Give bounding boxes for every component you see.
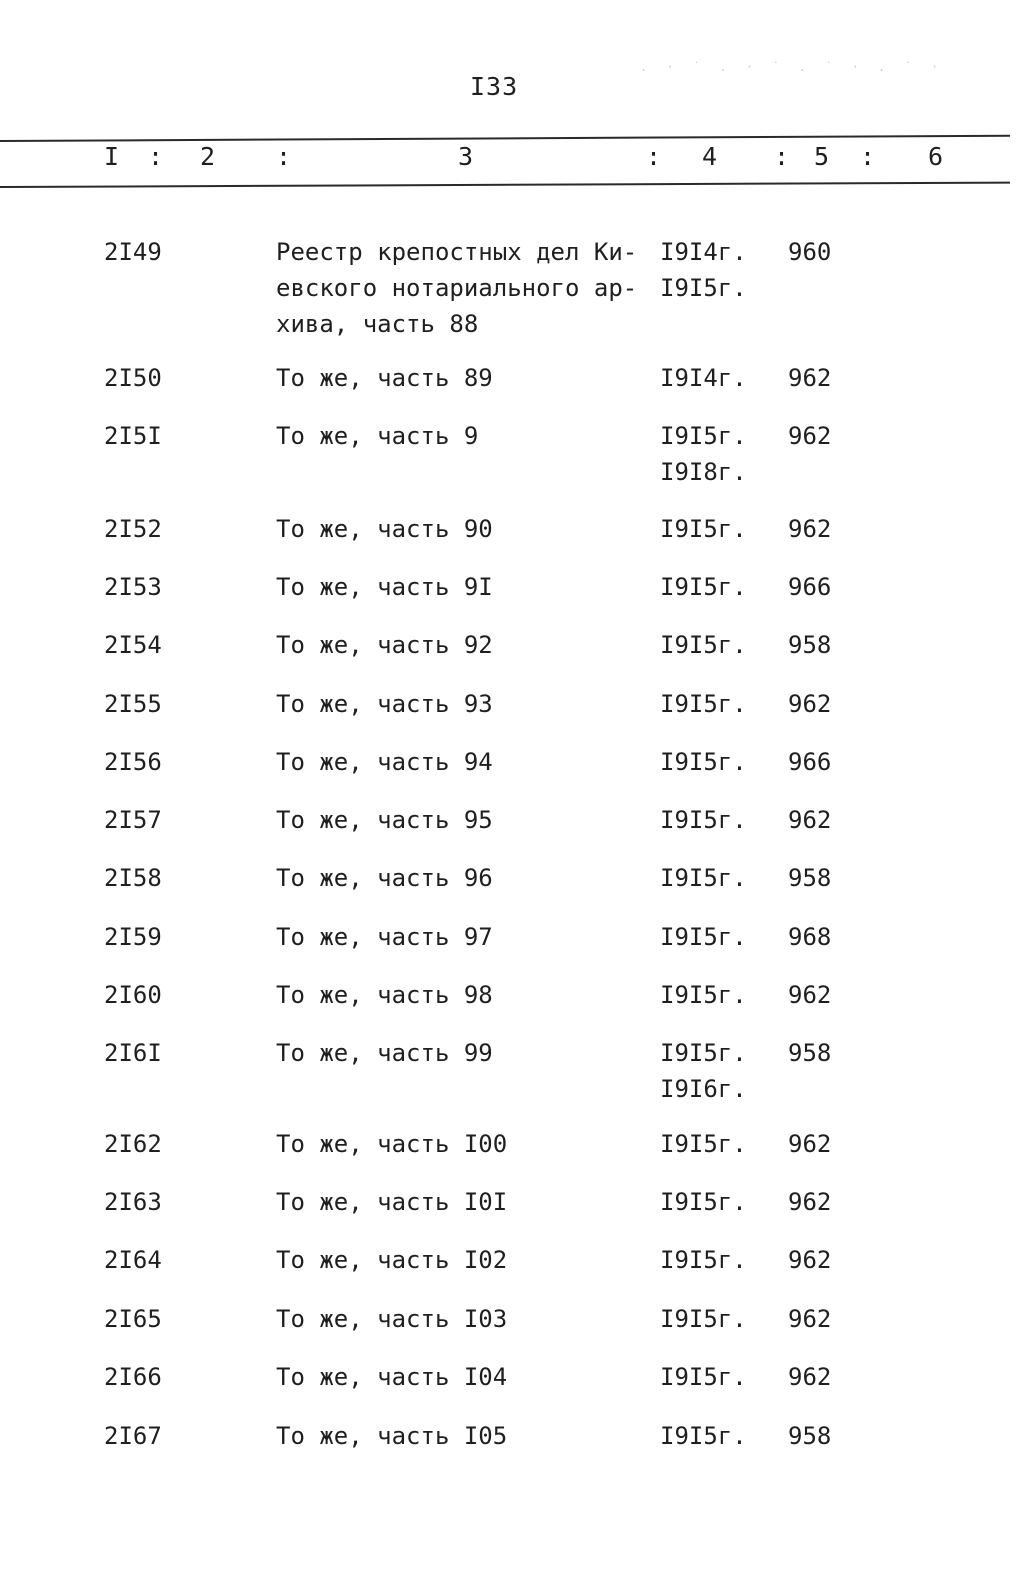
case-number: 2I53 (104, 573, 162, 601)
case-pages: 962 (788, 515, 832, 543)
column-header-1: I (104, 142, 120, 171)
column-header-4: 4 (702, 142, 718, 171)
case-years: I9I5г. (660, 690, 747, 718)
case-years: I9I5г. (660, 806, 747, 834)
column-header-6: 6 (928, 142, 944, 171)
case-number: 2I5I (104, 422, 162, 450)
case-title: То же, часть I05 (276, 1422, 508, 1450)
case-pages: 962 (788, 806, 832, 834)
case-title: То же, часть 89 (276, 364, 493, 392)
case-number: 2I59 (104, 923, 162, 951)
case-years: I9I5г. (660, 631, 747, 659)
case-years: I9I5г. (660, 1363, 747, 1391)
case-number: 2I63 (104, 1188, 162, 1216)
case-title: То же, часть 99 (276, 1039, 493, 1067)
case-pages: 962 (788, 1246, 832, 1274)
case-number: 2I62 (104, 1130, 162, 1158)
case-title: То же, часть 97 (276, 923, 493, 951)
case-number: 2I67 (104, 1422, 162, 1450)
case-number: 2I58 (104, 864, 162, 892)
case-years: I9I5г. (660, 1130, 747, 1158)
case-title: То же, часть I02 (276, 1246, 508, 1274)
case-pages: 962 (788, 1188, 832, 1216)
case-number: 2I60 (104, 981, 162, 1009)
case-years: I9I5г. (660, 573, 747, 601)
case-years: I9I5г. (660, 748, 747, 776)
case-title: То же, часть 9I (276, 573, 493, 601)
case-number: 2I56 (104, 748, 162, 776)
case-title: То же, часть 93 (276, 690, 493, 718)
case-pages: 966 (788, 748, 832, 776)
case-title: То же, часть 96 (276, 864, 493, 892)
case-years: I9I5г. (660, 864, 747, 892)
case-title: То же, часть I00 (276, 1130, 508, 1158)
case-pages: 962 (788, 690, 832, 718)
column-separator: : (276, 142, 292, 171)
column-header-3: 3 (458, 142, 474, 171)
case-pages: 962 (788, 1305, 832, 1333)
case-title: То же, часть I04 (276, 1363, 508, 1391)
case-number: 2I50 (104, 364, 162, 392)
case-pages: 960 (788, 238, 832, 266)
case-years: I9I5г. (660, 1422, 747, 1450)
case-pages: 958 (788, 1039, 832, 1067)
case-years: I9I4г. I9I5г. (660, 238, 747, 302)
case-pages: 962 (788, 1130, 832, 1158)
case-title: Реестр крепостных дел Ки- евского нотариального ар- хива, часть 88 (276, 238, 638, 338)
case-years: I9I5г. (660, 1305, 747, 1333)
page-number: I33 (470, 72, 519, 101)
case-title: То же, часть 98 (276, 981, 493, 1009)
case-years: I9I5г. (660, 1188, 747, 1216)
case-title: То же, часть I0I (276, 1188, 508, 1216)
case-pages: 962 (788, 364, 832, 392)
column-header-2: 2 (200, 142, 216, 171)
case-number: 2I52 (104, 515, 162, 543)
case-number: 2I6I (104, 1039, 162, 1067)
case-number: 2I64 (104, 1246, 162, 1274)
case-pages: 968 (788, 923, 832, 951)
column-header-row (0, 140, 1010, 184)
case-pages: 962 (788, 1363, 832, 1391)
case-title: То же, часть 9 (276, 422, 479, 450)
case-title: То же, часть 92 (276, 631, 493, 659)
case-years: I9I5г. I9I8г. (660, 422, 747, 486)
case-title: То же, часть I03 (276, 1305, 508, 1333)
column-separator: : (148, 142, 164, 171)
case-years: I9I5г. (660, 515, 747, 543)
column-separator: : (774, 142, 790, 171)
case-number: 2I66 (104, 1363, 162, 1391)
case-pages: 958 (788, 1422, 832, 1450)
case-number: 2I54 (104, 631, 162, 659)
case-number: 2I49 (104, 238, 162, 266)
case-number: 2I55 (104, 690, 162, 718)
case-pages: 958 (788, 864, 832, 892)
scan-noise: . · ˙ . · ˙ . ˙ · . ˙ · (640, 60, 945, 74)
case-years: I9I4г. (660, 364, 747, 392)
case-years: I9I5г. I9I6г. (660, 1039, 747, 1103)
case-title: То же, часть 95 (276, 806, 493, 834)
column-separator: : (860, 142, 876, 171)
column-separator: : (646, 142, 662, 171)
case-years: I9I5г. (660, 981, 747, 1009)
case-pages: 962 (788, 981, 832, 1009)
case-pages: 966 (788, 573, 832, 601)
case-number: 2I65 (104, 1305, 162, 1333)
case-pages: 962 (788, 422, 832, 450)
case-title: То же, часть 90 (276, 515, 493, 543)
case-years: I9I5г. (660, 1246, 747, 1274)
column-header-5: 5 (814, 142, 830, 171)
case-title: То же, часть 94 (276, 748, 493, 776)
case-pages: 958 (788, 631, 832, 659)
case-years: I9I5г. (660, 923, 747, 951)
case-number: 2I57 (104, 806, 162, 834)
